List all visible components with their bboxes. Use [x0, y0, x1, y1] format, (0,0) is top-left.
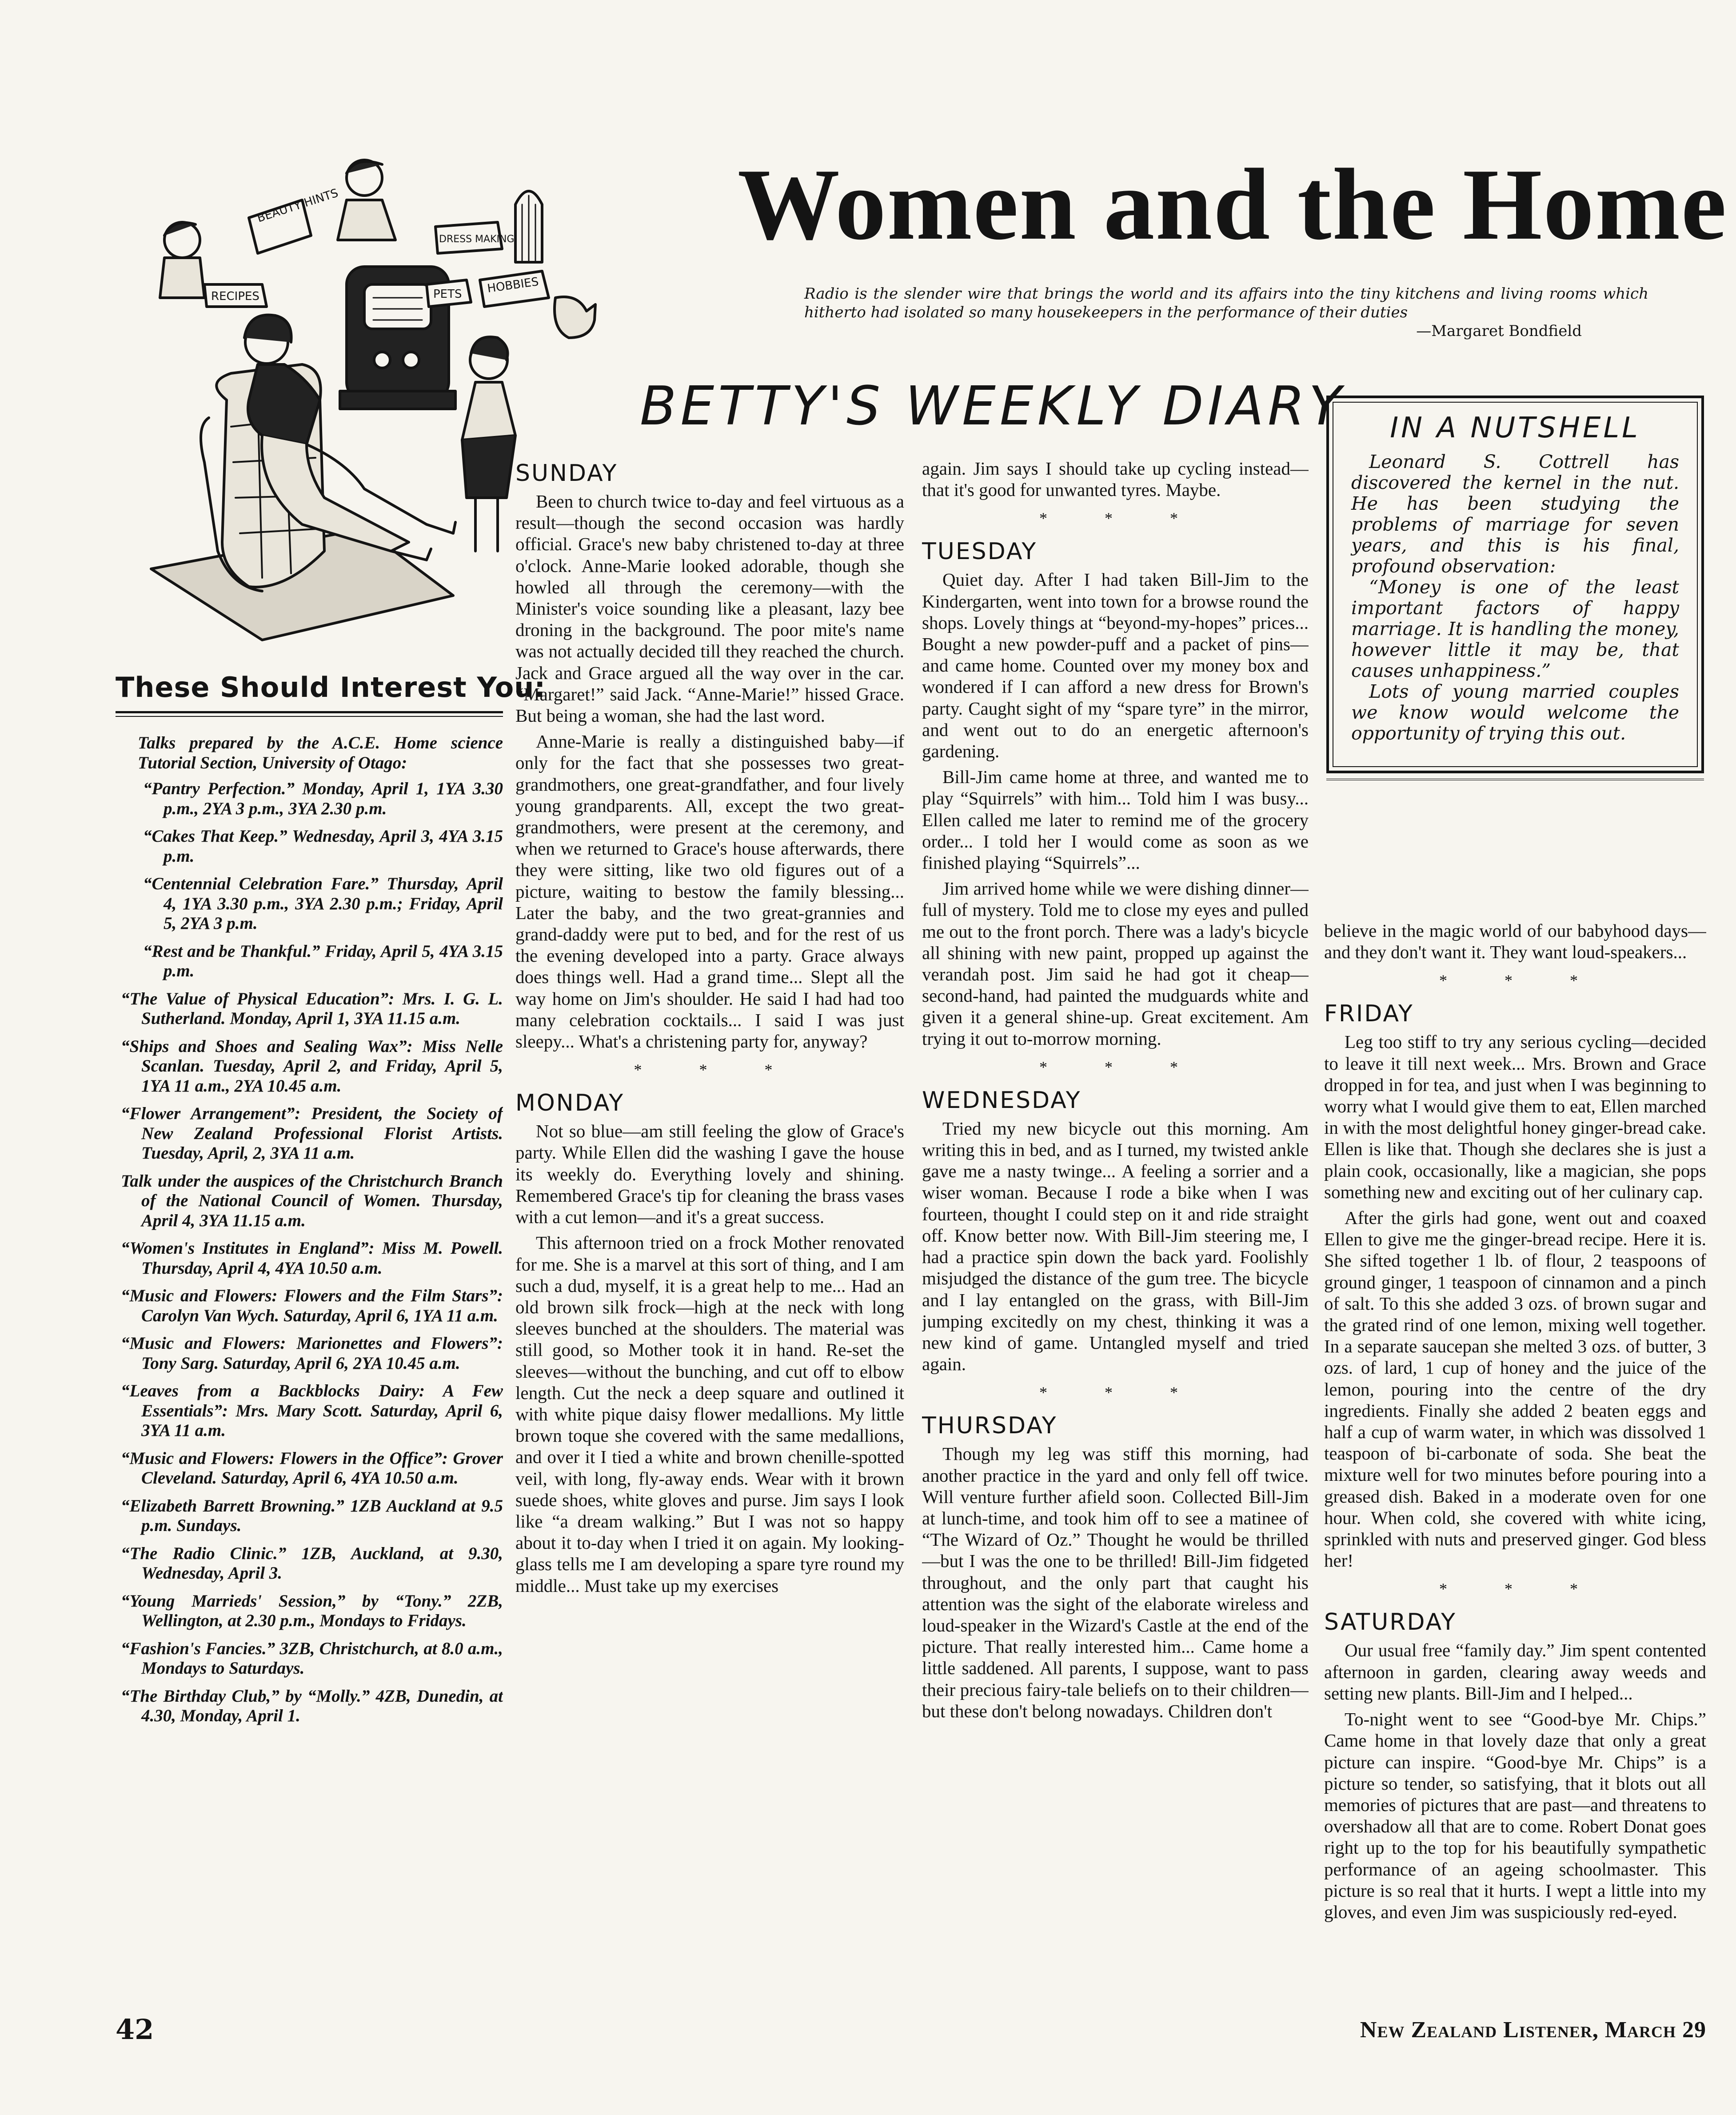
diary-paragraph: Leg too stiff to try any serious cycling—decided to leave it till next week... Mrs. Brown and Grace dropped in for tea, and just when I was beginning to worry what I would give them to eat, Ellen marched in with the most delightful honey ginger-bread cake. Ellen is like that. Though she declares she is just a plain cook, occasionally, like a magician, she pops something new and exciting out of her culinary cap.: [1324, 1032, 1706, 1202]
broadcast-listing: “Cakes That Keep.” Wednesday, April 3, 4YA 3.15 p.m.: [143, 827, 503, 866]
day-heading-thursday: THURSDAY: [922, 1412, 1058, 1439]
broadcast-listing: “Rest and be Thankful.” Friday, April 5, 4YA 3.15 p.m.: [143, 941, 503, 980]
broadcast-listing: “Ships and Shoes and Sealing Wax”: Miss Nelle Scanlan. Tuesday, April 2, and Friday, April 5, 1YA 11 a.m., 2YA 10.45 a.m.: [121, 1036, 503, 1095]
day-heading-monday: MONDAY: [515, 1090, 625, 1117]
section-separator: * * *: [1039, 1383, 1205, 1402]
broadcast-listing: “Music and Flowers: Flowers in the Office”: Grover Cleveland. Saturday, April 6, 4YA 10.50 a.m.: [121, 1448, 503, 1487]
sidebar-heading: These Should Interest You:: [116, 671, 546, 704]
nutshell-box: [1326, 396, 1704, 773]
diary-paragraph: After the girls had gone, went out and coaxed Ellen to give me the ginger-bread recipe. Here it is. She sifted together 1 lb. of flour, 2 teaspoons of ground ginger, 1 teaspoon of cinnamon and a pinch of salt. To this she added 3 ozs. of brown sugar and the grated rind of one lemon, mixing well together. In a separate saucepan she melted 3 ozs. of butter, 3 ozs. of lard, 1 cup of honey and the juice of the lemon, pouring into the centre of the dry ingredients. Finally she added 2 beaten eggs and half a cup of warm water, in which was dissolved 1 teaspoon of bi-carbonate of soda. She beat the mixture well for two minutes before pouring into a greased dish. Baked in a moderate oven for one hour. When cold, she covered with white icing, sprinkled with nuts and preserved ginger. God bless her!: [1324, 1207, 1706, 1571]
day-heading-wednesday: WEDNESDAY: [922, 1087, 1082, 1114]
diary-paragraph: Not so blue—am still feeling the glow of Grace's party. While Ellen did the washing I gave the house its weekly do. Everything lovely and shining. Remembered Grace's tip for cleaning the brass vases with a cut lemon—and it's a great success.: [515, 1121, 904, 1227]
broadcast-listing: Talk under the auspices of the Christchurch Branch of the National Council of Women. Thursday, April 4, 3YA 11.15 a.m.: [121, 1171, 503, 1230]
sidebar-intro: Talks prepared by the A.C.E. Home science Tutorial Section, University of Otago:: [138, 733, 503, 772]
page-number: 42: [116, 2013, 154, 2046]
epigraph: [804, 284, 1648, 340]
broadcast-listing: “Women's Institutes in England”: Miss M. Powell. Thursday, April 4, 4YA 10.50 a.m.: [121, 1239, 503, 1278]
diary-paragraph: Bill-Jim came home at three, and wanted me to play “Squirrels” with him... Told him I was busy... Ellen called me later to remind me of the grocery order... I told her I would come as soon as we finished playing “Squirrels”...: [922, 767, 1309, 873]
running-footer: New Zealand Listener, March 29: [1360, 2017, 1706, 2043]
section-separator: * * *: [1439, 1580, 1604, 1598]
illustration-label-beauty: BEAUTY HINTS: [255, 186, 340, 225]
diary-column-1: [515, 453, 904, 2000]
nutshell-para: Leonard S. Cottrell has discovered the kernel in the nut. He has been studying the problems of marriage for seven years, and this is his final, profound observation:: [1351, 451, 1679, 577]
epigraph-quote: Radio is the slender wire that brings the world and its affairs into the tiny kitchens and living rooms which hitherto had isolated so many housekeepers in the performance of their duties: [804, 285, 1648, 321]
nutshell-title: IN A NUTSHELL: [1390, 412, 1640, 444]
broadcast-listing: “Fashion's Fancies.” 3ZB, Christchurch, at 8.0 a.m., Mondays to Saturdays.: [121, 1639, 503, 1678]
broadcast-listing: “Leaves from a Backblocks Dairy: A Few Essentials”: Mrs. Mary Scott. Saturday, April 6, 3YA 11 a.m.: [121, 1381, 503, 1440]
sidebar-list: [116, 779, 503, 1726]
broadcast-listing: “Elizabeth Barrett Browning.” 1ZB Auckland at 9.5 p.m. Sundays.: [121, 1496, 503, 1535]
diary-paragraph: This afternoon tried on a frock Mother renovated for me. She is a marvel at this sort of thing, and I am such a dud, myself, it is a great help to me... Had an old brown silk frock—high at the neck with long sleeves bunched at the shoulders. The material was still good, so Mother took it in hand. Re-set the sleeves—without the bunching, and cut off to elbow length. Cut the neck a deep square and outlined it with white pique daisy flower medallions. My little brown toque she covered with the same medallions, and over it I tied a white and brown chenille-spotted veil, with long, fly-away ends. Wear with it brown suede shoes, white gloves and purse. Jim says I look like “a dream walking.” But I was not so happy about it to-day when I tried it on again. My looking-glass tells me I am developing a spare tyre round my middle... Must take up my exercises: [515, 1232, 904, 1596]
broadcast-listing: “Music and Flowers: Flowers and the Film Stars”: Carolyn Van Wych. Saturday, April 6, 1YA 11 a.m.: [121, 1286, 503, 1325]
section-separator: * * *: [1439, 972, 1604, 990]
diary-column-2: [922, 458, 1309, 2000]
broadcast-listing: “Pantry Perfection.” Monday, April 1, 1YA 3.30 p.m., 2YA 3 p.m., 3YA 2.30 p.m.: [143, 779, 503, 818]
day-heading-sunday: SUNDAY: [515, 460, 618, 487]
diary-paragraph: To-night went to see “Good-bye Mr. Chips.” Came home in that lovely daze that only a great picture can inspire. “Good-bye Mr. Chips” is a picture so tender, so satisfying, that it blots out all memories of pictures that are past—and threatens to overshadow all that are to come. Robert Donat goes right up to the top for his beautifully sympathetic performance of an ageing schoolmaster. This picture is so real that it hurts. I wept a little into my gloves, and even Jim was suspiciously red-eyed.: [1324, 1709, 1706, 1922]
broadcast-listing: “The Value of Physical Education”: Mrs. I. G. L. Sutherland. Monday, April 1, 3YA 11.15 a.m.: [121, 989, 503, 1028]
diary-paragraph: Anne-Marie is really a distinguished baby—if only for the fact that she possesses two great-grandmothers, one great-grandfather, and four lively young grandparents. All, except the two great-grandmothers, were present at the ceremony, and when we returned to Grace's house afterwards, there they were sitting, like two old figures out of a picture, waiting to bestow the family blessing... Later the baby, and the two great-grannies and grand-daddy were put to bed, and for the rest of us the evening developed into a party. Grace always does things well. Had a grand time... Slept all the way home on Jim's shoulder. He said I had had too many celebration cocktails... I said I was just sleepy... What's a christening party for, anyway?: [515, 731, 904, 1052]
broadcast-listing: “The Birthday Club,” by “Molly.” 4ZB, Dunedin, at 4.30, Monday, April 1.: [121, 1686, 503, 1725]
epigraph-attribution: —Margaret Bondfield: [1416, 322, 1582, 340]
broadcast-listing: “Flower Arrangement”: President, the Society of New Zealand Professional Florist Artists. Tuesday, April, 2, 3YA 11 a.m.: [121, 1104, 503, 1163]
broadcast-listing: “Young Marrieds' Session,” by “Tony.” 2ZB, Wellington, at 2.30 p.m., Mondays to Fridays.: [121, 1591, 503, 1630]
illustration-label-recipes: RECIPES: [211, 290, 259, 303]
nutshell-rule: [1326, 779, 1704, 780]
diary-paragraph: believe in the magic world of our babyhood days—and they don't want it. They want loud-speakers...: [1324, 920, 1706, 963]
sidebar-rule: [116, 711, 503, 717]
diary-paragraph: Quiet day. After I had taken Bill-Jim to the Kindergarten, went into town for a browse round the shops. Lovely things at “beyond-my-hopes” prices... Bought a new powder-puff and a packet of pins—and came home. Counted over my money box and wondered if I can afford a new dress for Brown's party. Caught sight of my “spare tyre” in the mirror, and went out to do an energetic afternoon's gardening.: [922, 569, 1309, 762]
diary-paragraph: Jim arrived home while we were dishing dinner—full of mystery. Told me to close my eyes and pulled me out to the front porch. There was a lady's bicycle all shining with new paint, propped up against the verandah post. Jim said he had got it cheap—second-hand, had painted the mudguards white and given it a general shine-up. Great excitement. Am trying it out to-morrow morning.: [922, 878, 1309, 1049]
diary-paragraph: Tried my new bicycle out this morning. Am writing this in bed, and as I turned, my twisted ankle gave me a nasty twinge... A feeling a sorrier and a wiser woman. Because I rode a bike when I was fourteen, thought I could step on it and ride straight off. Know better now. With Bill-Jim steering me, I had a practice spin down the back yard. Foolishly misjudged the distance of the gum tree. The bicycle and I lay entangled on the grass, with Bill-Jim jumping excitedly on my chest, thinking it was a new kind of game. Untangled myself and tried again.: [922, 1118, 1309, 1375]
broadcast-listing: “Music and Flowers: Marionettes and Flowers”: Tony Sarg. Saturday, April 6, 2YA 10.45 a.m.: [121, 1334, 503, 1373]
section-separator: * * *: [634, 1061, 799, 1079]
nutshell-quote: “Money is one of the least important factors of happy marriage. It is handling the money, however little it may be, that causes unhappiness.”: [1351, 576, 1679, 681]
diary-paragraph: Been to church twice to-day and feel virtuous as a result—though the second occasion was hardly official. Grace's new baby christened to-day at three o'clock. Anne-Marie looked adorable, though she howled all through the ceremony—with the Minister's voice sounding like a pleasant, lazy bee droning in the background. The poor mite's name was not actually decided till they reached the church. Jack and Grace argued all the way over in the car. “Margaret!” said Jack. “Anne-Marie!” hissed Grace. But being a woman, she had the last word.: [515, 491, 904, 726]
nutshell-para: Lots of young married couples we know would welcome the opportunity of trying this out.: [1351, 681, 1679, 744]
diary-column-3: [1324, 920, 1706, 2000]
sidebar-listings: [116, 733, 503, 1991]
diary-paragraph: again. Jim says I should take up cycling instead—that it's good for unwanted tyres. Maybe.: [922, 458, 1309, 500]
diary-paragraph: Though my leg was stiff this morning, had another practice in the yard and only fell off twice. Will venture further afield soon. Collected Bill-Jim at lunch-time, and took him off to see a matinee of “The Wizard of Oz.” Thought he would be thrilled—but I was the one to be thrilled! Bill-Jim fidgeted throughout, and the only part that caught his attention was the sight of the elaborate wireless and loud-speaker in the Wizard's Castle at the end of the picture. That really interested him... Came home a little saddened. All parents, I suppose, want to pass their precious fairy-tale beliefs on to their children—but these don't belong nowadays. Children don't: [922, 1443, 1309, 1721]
page-title: Women and the Home: [738, 148, 1728, 261]
section-separator: * * *: [1039, 1058, 1205, 1076]
illustration-label-hobbies: HOBBIES: [486, 275, 540, 296]
illustration-label-pets: PETS: [433, 288, 462, 301]
broadcast-listing: “Centennial Celebration Fare.” Thursday, April 4, 1YA 3.30 p.m., 3YA 2.30 p.m.; Friday, April 5, 2YA 3 p.m.: [143, 874, 503, 933]
section-separator: * * *: [1039, 509, 1205, 528]
diary-paragraph: Our usual free “family day.” Jim spent contented afternoon in garden, clearing away weeds and setting new plants. Bill-Jim and I helped...: [1324, 1640, 1706, 1703]
illustration-label-dressmaking: DRESS MAKING: [439, 234, 515, 245]
day-heading-friday: FRIDAY: [1324, 1000, 1414, 1028]
nutshell-inner: [1333, 402, 1698, 767]
broadcast-listing: “The Radio Clinic.” 1ZB, Auckland, at 9.30, Wednesday, April 3.: [121, 1543, 503, 1583]
day-heading-tuesday: TUESDAY: [922, 538, 1038, 565]
day-heading-saturday: SATURDAY: [1324, 1609, 1457, 1636]
diary-title: BETTY'S WEEKLY DIARY: [640, 376, 1345, 437]
